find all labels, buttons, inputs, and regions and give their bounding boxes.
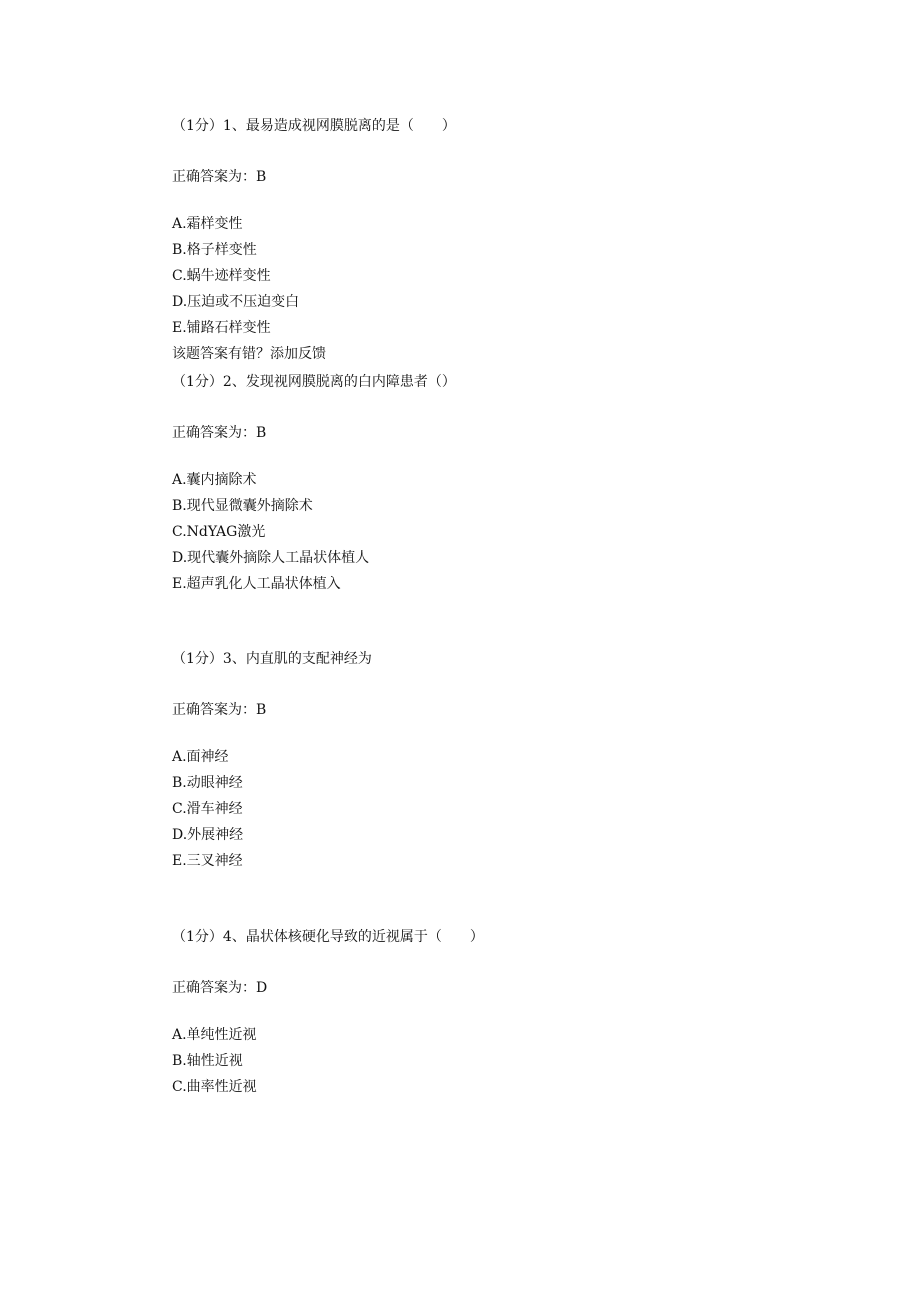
correct-answer: 正确答案为：B [172, 169, 267, 185]
correct-answer: 正确答案为：B [172, 702, 267, 718]
question-header: （1分）4、晶状体核硬化导致的近视属于（ ） [172, 929, 484, 945]
option-c: C.滑车神经 [172, 801, 243, 817]
option-d: D.现代囊外摘除人工晶状体植人 [172, 550, 370, 566]
correct-answer: 正确答案为：D [172, 980, 268, 996]
option-c: C.蜗牛迹样变性 [172, 268, 271, 284]
option-b: B.格子样变性 [172, 242, 257, 258]
option-b: B.轴性近视 [172, 1053, 243, 1069]
option-b: B.现代显微囊外摘除术 [172, 498, 313, 514]
option-a: A.霜样变性 [172, 216, 243, 232]
option-c: C.NdYAG激光 [172, 524, 266, 540]
option-b: B.动眼神经 [172, 775, 243, 791]
option-e: E.三叉神经 [172, 853, 243, 869]
option-e: E.超声乳化人工晶状体植入 [172, 576, 341, 592]
option-e: E.铺路石样变性 [172, 320, 271, 336]
correct-answer: 正确答案为：B [172, 425, 267, 441]
option-a: A.单纯性近视 [172, 1027, 257, 1043]
feedback-link[interactable]: 该题答案有错？添加反馈 [172, 346, 326, 362]
question-header: （1分）3、内直肌的支配神经为 [172, 651, 372, 667]
option-d: D.压迫或不压迫变白 [172, 294, 300, 310]
option-a: A.囊内摘除术 [172, 472, 257, 488]
option-c: C.曲率性近视 [172, 1079, 257, 1095]
option-a: A.面神经 [172, 749, 229, 765]
question-header: （1分）2、发现视网膜脱离的白内障患者（） [172, 374, 456, 390]
option-d: D.外展神经 [172, 827, 244, 843]
question-header: （1分）1、最易造成视网膜脱离的是（ ） [172, 118, 456, 134]
